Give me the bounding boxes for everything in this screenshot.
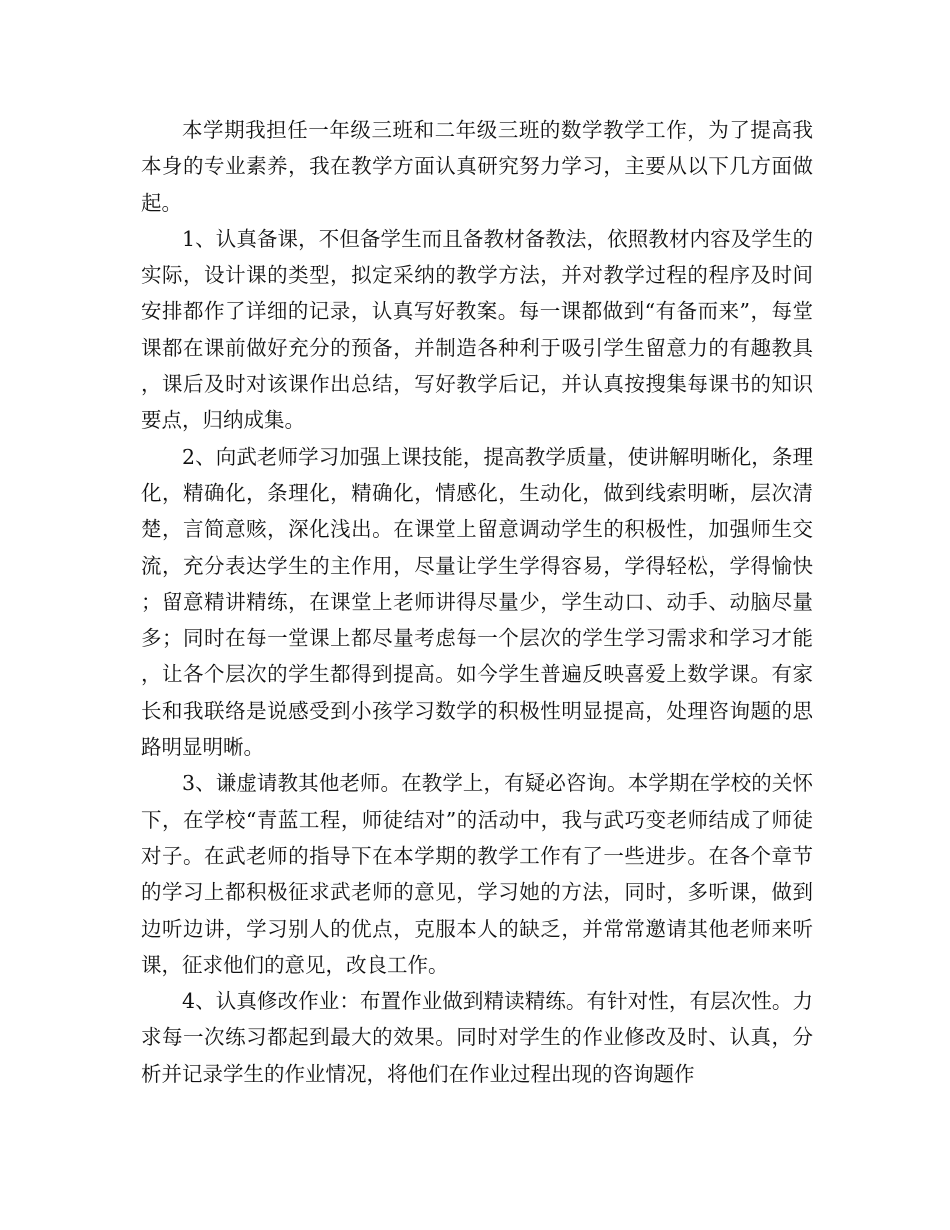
paragraph-item-3: 3、谦虚请教其他老师。在教学上，有疑必咨询。本学期在学校的关怀下，在学校“青蓝工程，师徒结对”的活动中，我与武巧变老师结成了师徒对子。在武老师的指导下在本学期的教学工作有了一些进步。在各个章节的学习上都积极征求武老师的意见，学习她的方法，同时，多听课，做到边听边讲，学习别人的优点，克服本人的缺乏，并常常邀请其他老师来听课，征求他们的意见，改良工作。 (141, 771, 813, 977)
paragraph-item-1: 1、认真备课，不但备学生而且备教材备教法，依照教材内容及学生的实际，设计课的类型，拟定采纳的教学方法，并对教学过程的程序及时间安排都作了详细的记录，认真写好教案。每一课都做到“有备而来”，每堂课都在课前做好充分的预备，并制造各种利于吸引学生留意力的有趣教具，课后及时对该课作出总结，写好教学后记，并认真按搜集每课书的知识要点，归纳成集。 (141, 226, 813, 433)
paragraph-intro: 本学期我担任一年级三班和二年级三班的数学教学工作，为了提高我本身的专业素养，我在教学方面认真研究努力学习，主要从以下几方面做起。 (141, 118, 813, 215)
paragraph-item-4: 4、认真修改作业：布置作业做到精读精练。有针对性，有层次性。力求每一次练习都起到最大的效果。同时对学生的作业修改及时、认真，分析并记录学生的作业情况，将他们在作业过程出现的咨询题作 (141, 989, 813, 1086)
paragraph-item-2: 2、向武老师学习加强上课技能，提高教学质量，使讲解明晰化，条理化，精确化，条理化，精确化，情感化，生动化，做到线索明晰，层次清楚，言简意赅，深化浅出。在课堂上留意调动学生的积极性，加强师生交流，充分表达学生的主作用，尽量让学生学得容易，学得轻松，学得愉快；留意精讲精练，在课堂上老师讲得尽量少，学生动口、动手、动脑尽量多；同时在每一堂课上都尽量考虑每一个层次的学生学习需求和学习才能，让各个层次的学生都得到提高。如今学生普遍反映喜爱上数学课。有家长和我联络是说感受到小孩学习数学的积极性明显提高，处理咨询题的思路明显明晰。 (141, 444, 813, 760)
document-body (141, 112, 813, 1092)
